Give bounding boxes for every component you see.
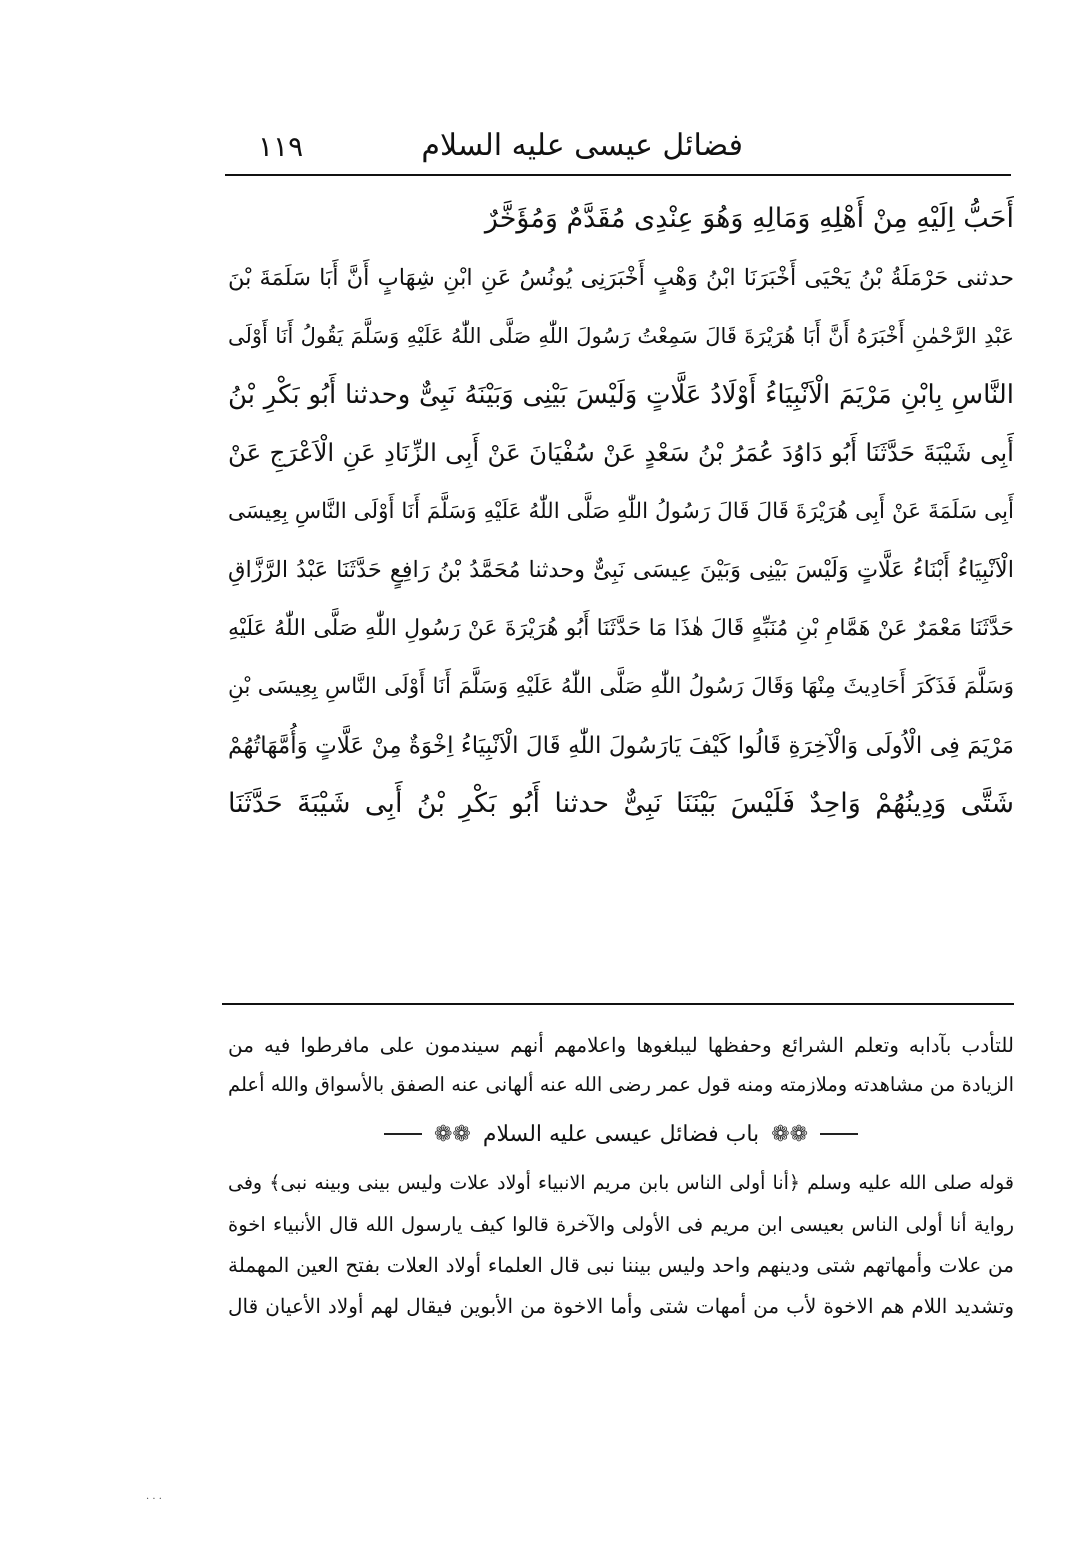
text-line: مَرْيَمَ فِى الْاُولَى وَالْآخِرَةِ قَالُوا كَيْفَ يَارَسُولَ اللّٰهِ قَالَ الْاَنْبِيَاءُ اِخْوَةٌ مِنْ عَلَّاتٍ وَأُمَّهَاتُهُمْ xyxy=(228,732,1014,759)
text-line: أَبِى سَلَمَةَ عَنْ أَبِى هُرَيْرَةَ قَالَ قَالَ رَسُولُ اللّٰهِ صَلَّى اللّٰهُ عَلَيْهِ وَسَلَّمَ أَنَا أَوْلَى النَّاسِ بِعِيسَى xyxy=(228,498,1014,524)
commentary-line: الزيادة من مشاهدته وملازمته ومنه قول عمر رضى الله عنه ألهانى عنه الصفق بالأسواق والله أعلم xyxy=(228,1073,1014,1096)
commentary-line: وتشديد اللام هم الاخوة لأب من أمهات شتى وأما الاخوة من الأبوين فيقال لهم أولاد الأعيان قال xyxy=(228,1294,1014,1318)
commentary-line: قوله صلى الله عليه وسلم ﴿أنا أولى الناس بابن مريم الانبياء أولاد علات وليس بينى وبينه نبى﴾ وفى xyxy=(228,1172,1014,1194)
text-line: عَبْدِ الرَّحْمٰنِ أَخْبَرَهُ أَنَّ أَبَا هُرَيْرَةَ قَالَ سَمِعْتُ رَسُولَ اللّٰهِ صَلَّى اللّٰهُ عَلَيْهِ وَسَلَّمَ يَقُولُ أَنَا أَوْلَى xyxy=(228,324,1014,348)
text-line: الْاَنْبِيَاءُ أَبْنَاءُ عَلَّاتٍ وَلَيْسَ بَيْنِى وَبَيْنَ عِيسَى نَبِىٌّ وحدثنا مُحَمَّدُ بْنُ رَافِعٍ حَدَّثَنَا عَبْدُ الرَّزَّاقِ xyxy=(228,557,1014,583)
text-line: النَّاسِ بِابْنِ مَرْيَمَ الْاَنْبِيَاءُ أَوْلَادُ عَلَّاتٍ وَلَيْسَ بَيْنِى وَبَيْنَهُ نَبِىٌّ وحدثنا أَبُو بَكْرِ بْنُ xyxy=(228,379,1014,410)
text-line: وَسَلَّمَ فَذَكَرَ أَحَادِيثَ مِنْهَا وَقَالَ رَسُولُ اللّٰهِ صَلَّى اللّٰهُ عَلَيْهِ وَسَلَّمَ أَنَا أَوْلَى النَّاسِ بِعِيسَى بْنِ xyxy=(228,674,1014,699)
commentary-line: للتأدب بآدابه وتعلم الشرائع وحفظها ليبلغوها واعلامهم أنهم سيندمون على مافرطوا فيه من xyxy=(228,1033,1014,1057)
text-line: حدثنى حَرْمَلَةُ بْنُ يَحْيَى أَخْبَرَنَا ابْنُ وَهْبٍ أَخْبَرَنِى يُونُسُ عَنِ ابْنِ شِهَابٍ أَنَّ أَبَا سَلَمَةَ بْنَ xyxy=(228,264,1014,291)
heading-dash xyxy=(384,1133,422,1135)
footnote-divider xyxy=(222,1003,1014,1005)
chapter-heading-row xyxy=(228,1105,1014,1163)
page-title: فضائل عيسى عليه السلام xyxy=(421,128,743,163)
running-header xyxy=(228,128,1008,168)
commentary-line: من علات وأمهاتهم شتى ودينهم واحد وليس بيننا نبى قال العلماء أولاد العلات بفتح العين المهملة xyxy=(228,1253,1014,1277)
heading-dash xyxy=(820,1133,858,1135)
floral-ornament-icon: ❁❁ xyxy=(433,1121,471,1147)
chapter-heading: باب فضائل عيسى عليه السلام xyxy=(482,1121,760,1147)
commentary-block xyxy=(228,1163,1014,1327)
header-rule xyxy=(225,174,1011,176)
text-line: أَبِى شَيْبَةَ حَدَّثَنَا أَبُو دَاوُدَ عُمَرُ بْنُ سَعْدٍ عَنْ سُفْيَانَ عَنْ أَبِى الزِّنَادِ عَنِ الْاَعْرَجِ عَنْ xyxy=(228,438,1014,467)
text-line: أَحَبُّ اِلَيْهِ مِنْ أَهْلِهِ وَمَالِهِ وَهُوَ عِنْدِى مُقَدَّمٌ وَمُؤَخَّرٌ xyxy=(484,203,1014,234)
hadith-text xyxy=(228,190,1014,834)
commentary-line: رواية أنا أولى الناس بعيسى ابن مريم فى الأولى والآخرة قالوا كيف يارسول الله قال الأنبياء اخوة xyxy=(228,1213,1014,1236)
page-number: ١١٩ xyxy=(258,130,304,163)
text-line: حَدَّثَنَا مَعْمَرٌ عَنْ هَمَّامِ بْنِ مُنَبِّهٍ قَالَ هٰذَا مَا حَدَّثَنَا أَبُو هُرَيْرَةَ عَنْ رَسُولِ اللّٰهِ صَلَّى اللّٰهُ عَلَيْهِ xyxy=(228,615,1014,641)
commentary-section xyxy=(228,1025,1014,1327)
scan-mark: · · · xyxy=(146,1494,162,1505)
floral-ornament-icon: ❁❁ xyxy=(771,1121,809,1147)
text-line: شَتَّى وَدِينُهُمْ وَاحِدٌ فَلَيْسَ بَيْنَنَا نَبِىٌّ حدثنا أَبُو بَكْرِ بْنُ أَبِى شَيْبَةَ حَدَّثَنَا xyxy=(228,788,1014,819)
